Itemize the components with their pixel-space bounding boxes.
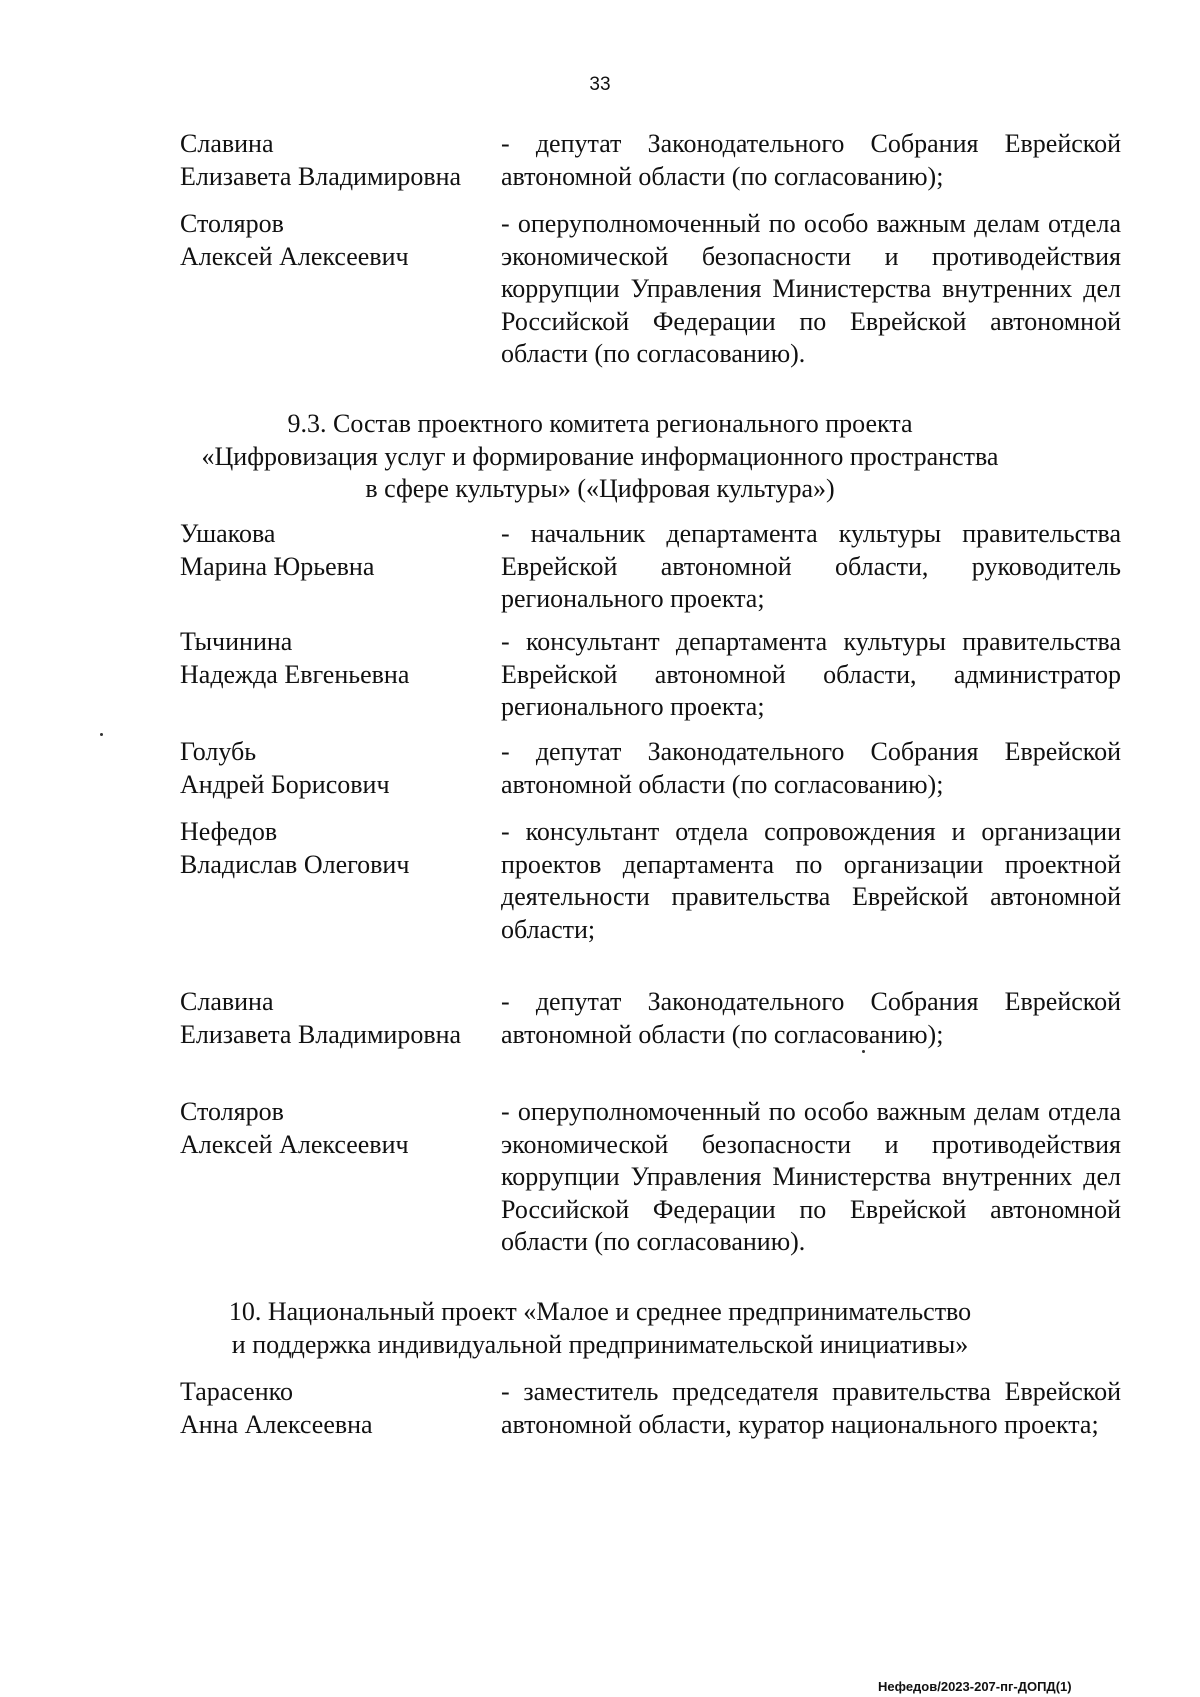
member-given-names: Елизавета Владимировна bbox=[180, 161, 462, 191]
member-role: - консультант отдела сопровождения и организации проектов департамента по организации проектной деятельности правительства Еврейской автономной области; bbox=[501, 817, 1121, 944]
entry-tarasenko bbox=[180, 1376, 1120, 1441]
member-name bbox=[180, 626, 500, 691]
member-surname: Нефедов bbox=[180, 817, 278, 846]
member-surname: Столяров bbox=[180, 209, 284, 238]
member-given-names: Владислав Олегович bbox=[180, 849, 410, 879]
member-role: - депутат Законодательного Собрания Еврейской автономной области (по согласованию); bbox=[501, 737, 1121, 799]
member-surname: Славина bbox=[180, 987, 274, 1016]
entry-tychinina bbox=[180, 626, 1120, 724]
entry-slavina-top bbox=[180, 128, 1120, 193]
member-name bbox=[180, 208, 500, 273]
member-name bbox=[180, 736, 500, 801]
member-surname: Славина bbox=[180, 129, 274, 158]
entry-slavina bbox=[180, 986, 1120, 1051]
section-heading-line: «Цифровизация услуг и формирование информационного пространства bbox=[201, 441, 999, 471]
entry-golub bbox=[180, 736, 1120, 801]
member-surname: Тычинина bbox=[180, 627, 293, 656]
entry-stolyarov bbox=[180, 1096, 1120, 1259]
section-heading-line: 10. Национальный проект «Малое и среднее предпринимательство bbox=[228, 1297, 972, 1326]
member-given-names: Надежда Евгеньевна bbox=[180, 659, 410, 689]
section-10-heading bbox=[140, 1296, 1060, 1361]
member-role: - депутат Законодательного Собрания Еврейской автономной области (по согласованию); bbox=[501, 987, 1121, 1049]
entry-stolyarov-top bbox=[180, 208, 1120, 371]
member-role: - оперуполномоченный по особо важным делам отдела экономической безопасности и противодействия коррупции Управления Министерства внутренних дел Российской Федерации по Еврейской автономной области (по согласованию). bbox=[501, 1097, 1121, 1256]
member-name bbox=[180, 816, 500, 881]
member-given-names: Алексей Алексеевич bbox=[180, 241, 409, 271]
scan-speck bbox=[100, 733, 103, 736]
member-surname: Столяров bbox=[180, 1097, 284, 1126]
member-name bbox=[180, 1376, 500, 1441]
member-given-names: Алексей Алексеевич bbox=[180, 1129, 409, 1159]
member-surname: Тарасенко bbox=[180, 1377, 293, 1406]
section-heading-line: в сфере культуры» («Цифровая культура») bbox=[365, 474, 835, 503]
member-surname: Ушакова bbox=[180, 519, 276, 548]
member-role: - заместитель председателя правительства Еврейской автономной области, куратор национального проекта; bbox=[501, 1377, 1121, 1439]
member-given-names: Андрей Борисович bbox=[180, 769, 390, 799]
member-role: - оперуполномоченный по особо важным делам отдела экономической безопасности и противодействия коррупции Управления Министерства внутренних дел Российской Федерации по Еврейской автономной области (по согласованию). bbox=[501, 209, 1121, 368]
member-given-names: Анна Алексеевна bbox=[180, 1409, 373, 1439]
page-number: 33 bbox=[589, 74, 611, 95]
member-role: - начальник департамента культуры правительства Еврейской автономной области, руководитель регионального проекта; bbox=[501, 519, 1121, 613]
entry-ushakova bbox=[180, 518, 1120, 616]
member-role: - консультант департамента культуры правительства Еврейской автономной области, администратор регионального проекта; bbox=[501, 627, 1121, 721]
member-given-names: Елизавета Владимировна bbox=[180, 1019, 462, 1049]
section-9-3-heading bbox=[140, 408, 1060, 506]
member-name bbox=[180, 128, 500, 193]
section-heading-line: 9.3. Состав проектного комитета регионального проекта bbox=[287, 409, 913, 438]
member-role: - депутат Законодательного Собрания Еврейской автономной области (по согласованию); bbox=[501, 129, 1121, 191]
member-given-names: Марина Юрьевна bbox=[180, 551, 375, 581]
member-name bbox=[180, 986, 500, 1051]
document-reference: Нефедов/2023-207-пг-ДОПД(1) bbox=[878, 1679, 1072, 1694]
member-name bbox=[180, 1096, 500, 1161]
scan-speck bbox=[862, 1050, 865, 1053]
entry-nefedov bbox=[180, 816, 1120, 946]
section-heading-line: и поддержка индивидуальной предпринимательской инициативы» bbox=[231, 1329, 969, 1359]
member-name bbox=[180, 518, 500, 583]
member-surname: Голубь bbox=[180, 737, 257, 766]
